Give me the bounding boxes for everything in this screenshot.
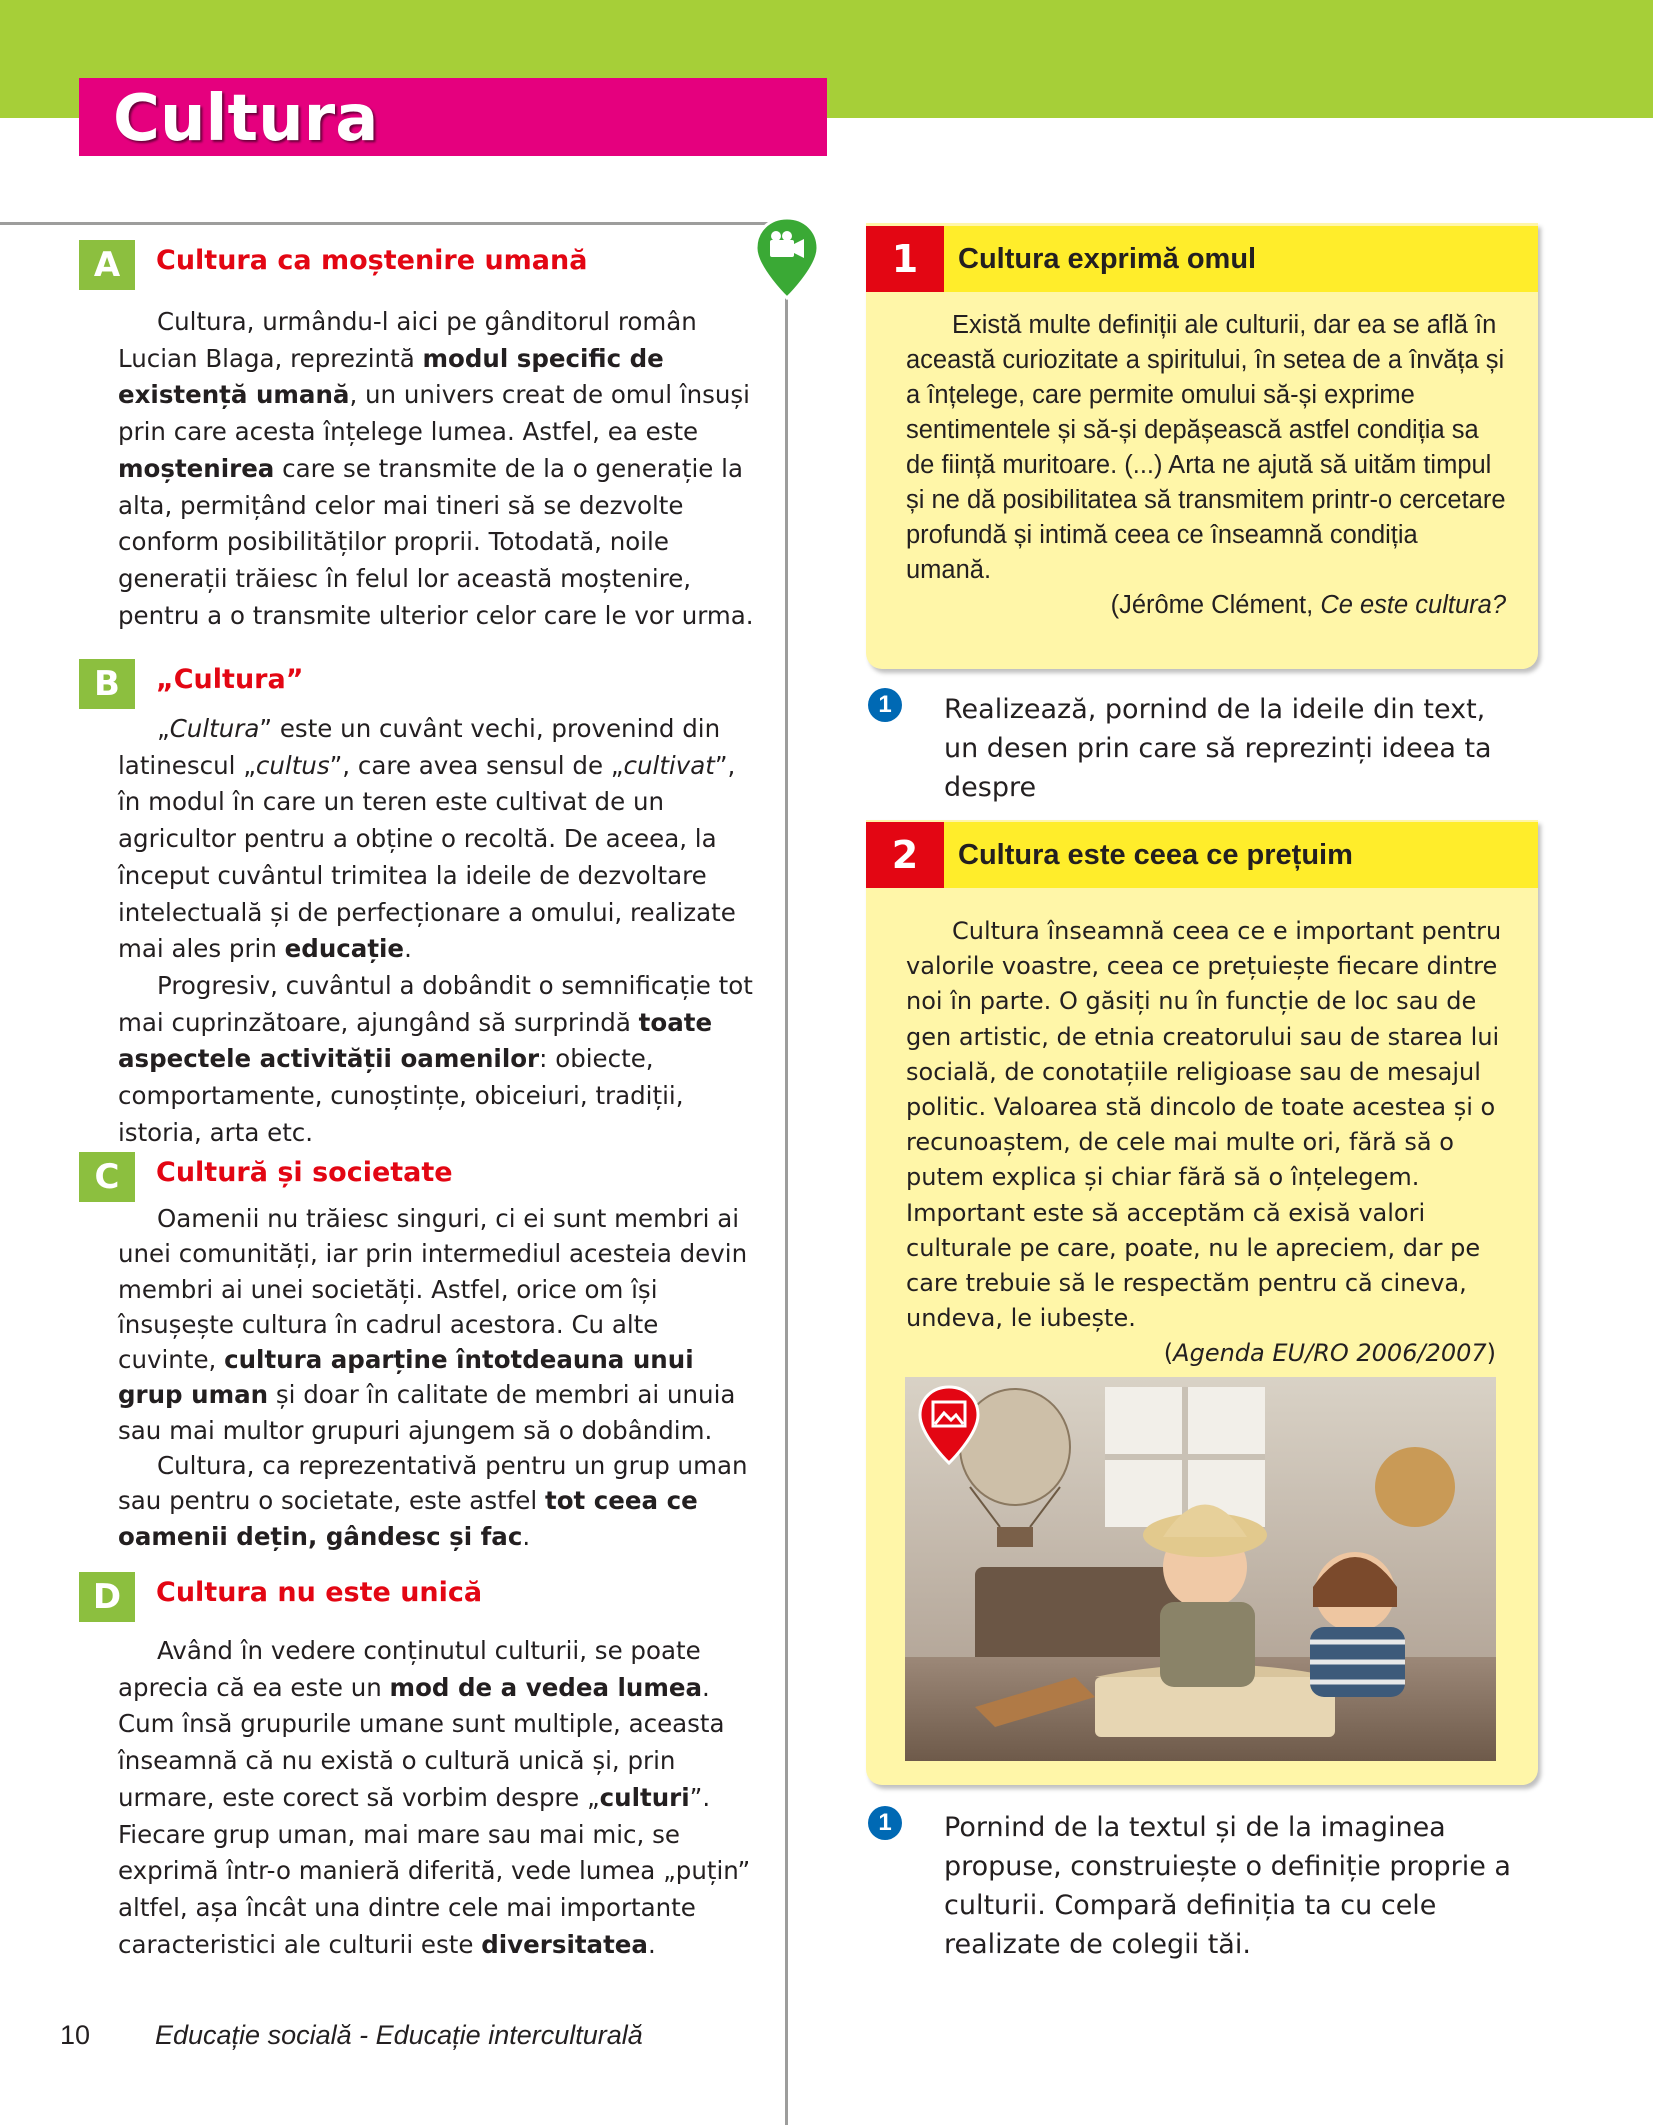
section-c-text: Oamenii nu trăiesc singuri, ci ei sunt membri ai unei comunități, iar prin intermediul acesteia devin membri ai unei societăți. Astfel, orice om își însușește cultura în cadrul acestora. Cu alte cuvinte, cultura aparține întotdeauna unui grup uman și doar în calitate de membri ai unuia sau mai multor grupuri ajungem să o dobândim. Cultura, ca reprezentativă pentru un grup uman sau pentru o societate, este astfel tot ceea ce oamenii dețin, gândesc și fac.	[118, 1204, 748, 1551]
task-1-text: Realizează, pornind de la ideile din text, un desen prin care să reprezinți ideea ta despre	[944, 694, 1492, 803]
source-box-1-citation	[906, 588, 1506, 623]
book-title: Educație socială - Educație interculturală	[155, 2020, 643, 2050]
section-d-text: Având în vedere conținutul culturii, se poate aprecia că ea este un mod de a vedea lumea. Cum însă grupurile umane sunt multiple, aceasta înseamnă că nu există o cultură unică și, prin urmare, este corect să vorbim despre „culturi”. Fiecare grup uman, mai mare sau mai mic, se exprimă într-o manieră diferită, vede lumea „puțin” altfel, așa încât una dintre cele mai importante caracteristici ale culturii este diversitatea.	[118, 1636, 751, 1959]
video-camera-icon[interactable]	[754, 216, 820, 300]
section-b-marker: B	[79, 659, 135, 709]
section-b-text: „Cultura” este un cuvânt vechi, provenind din latinescul „cultus”, care avea sensul de „cultivat”, în modul în care un teren este cultivat de un agricultor pentru a obține o recoltă. De aceea, la început cuvântul trimitea la ideile de dezvoltare intelectuală și de perfecționare a omului, realizate mai ales prin educație. Progresiv, cuvântul a dobândit o semnificație tot mai cuprinzătoare, ajungând să surprindă toate aspectele activității oamenilor: obiecte, comportamente, cunoștințe, obiceiuri, tradiții, istoria, arta etc.	[118, 714, 753, 1147]
section-d-marker: D	[79, 1572, 135, 1622]
source-box-2-work: Agenda EU/RO 2006/2007	[1173, 1339, 1487, 1368]
citation-close: )	[1486, 1339, 1496, 1368]
children-reading-photo	[905, 1377, 1496, 1761]
section-a-text: Cultura, urmându-l aici pe gânditorul român Lucian Blaga, reprezintă modul specific de existență umană, un univers creat de omul însuși prin care acesta înțelege lumea. Astfel, ea este moștenirea care se transmite de la o generație la alta, permițând celor mai tineri să se dezvolte conform posibilităților proprii. Totodată, noile generații trăiesc în felul lor această moștenire, pentru a o transmite ulterior celor care le vor urma.	[118, 307, 754, 630]
section-d-title: Cultura nu este unică	[156, 1577, 483, 1608]
source-box-1-quote	[906, 308, 1506, 623]
page-number: 10	[60, 2020, 91, 2050]
source-box-2-title: Cultura este ceea ce prețuim	[958, 839, 1353, 871]
divider-vertical	[785, 222, 788, 2125]
section-a-title: Cultura ca moștenire umană	[156, 245, 588, 276]
source-box-1-title: Cultura exprimă omul	[958, 243, 1257, 275]
page-title-box	[79, 78, 827, 156]
divider-horizontal	[0, 222, 786, 225]
photo-illustration	[905, 1377, 1496, 1761]
page-title: Cultura	[113, 82, 379, 156]
citation-open: (	[1163, 1339, 1174, 1368]
source-box-2-header	[866, 822, 1538, 888]
section-c-marker: C	[79, 1152, 135, 1202]
source-box-2-number: 2	[866, 822, 944, 888]
image-icon[interactable]	[918, 1385, 980, 1465]
source-box-2-citation	[906, 1336, 1506, 1371]
source-box-2-quote	[906, 914, 1506, 1372]
source-box-2-text: Cultura înseamnă ceea ce e important pentru valorile voastre, ceea ce prețuiește fiecare dintre noi în parte. O găsiți nu în funcție de loc sau de gen artistic, de etnia creatorului sau de starea lui socială, de conotațiile religioase sau de mesajul politic. Valoarea stă dincolo de toate acestea și o recunoaștem, de cele mai multe ori, fără să o putem explica și chiar fără să o înțelegem. Important este să acceptăm că exisă valori culturale pe care, poate, nu le apreciem, dar pe care trebuie să le respectăm pentru că cineva, undeva, le iubește.	[906, 917, 1502, 1333]
source-box-1-header	[866, 226, 1538, 292]
section-a-marker: A	[79, 240, 135, 290]
source-box-1-text: Există multe definiții ale culturii, dar ea se află în această curiozitate a spiritului, în setea de a învăța și a înțelege, care permite omului să-și exprime sentimentele și să-și depășească astfel condiția sa de ființă muritoare. (...) Arta ne ajută să uităm timpul și ne dă posibilitatea să transmitem printr-o cercetare profundă și intimă ceea ce înseamnă condiția umană.	[906, 311, 1506, 584]
source-box-1-author: (Jérôme Clément,	[1110, 591, 1321, 619]
task-1-badge: 1	[868, 688, 902, 722]
section-b-title: „Cultura”	[156, 664, 304, 695]
task-2-text: Pornind de la textul și de la imaginea propuse, construiește o definiție proprie a culturii. Compară definiția ta cu cele realizate de colegii tăi.	[944, 1812, 1511, 1960]
section-c-title: Cultură și societate	[156, 1157, 453, 1188]
source-box-1-number: 1	[866, 226, 944, 292]
task-2-badge: 1	[868, 1806, 902, 1840]
source-box-1-work: Ce este cultura?	[1320, 591, 1506, 619]
